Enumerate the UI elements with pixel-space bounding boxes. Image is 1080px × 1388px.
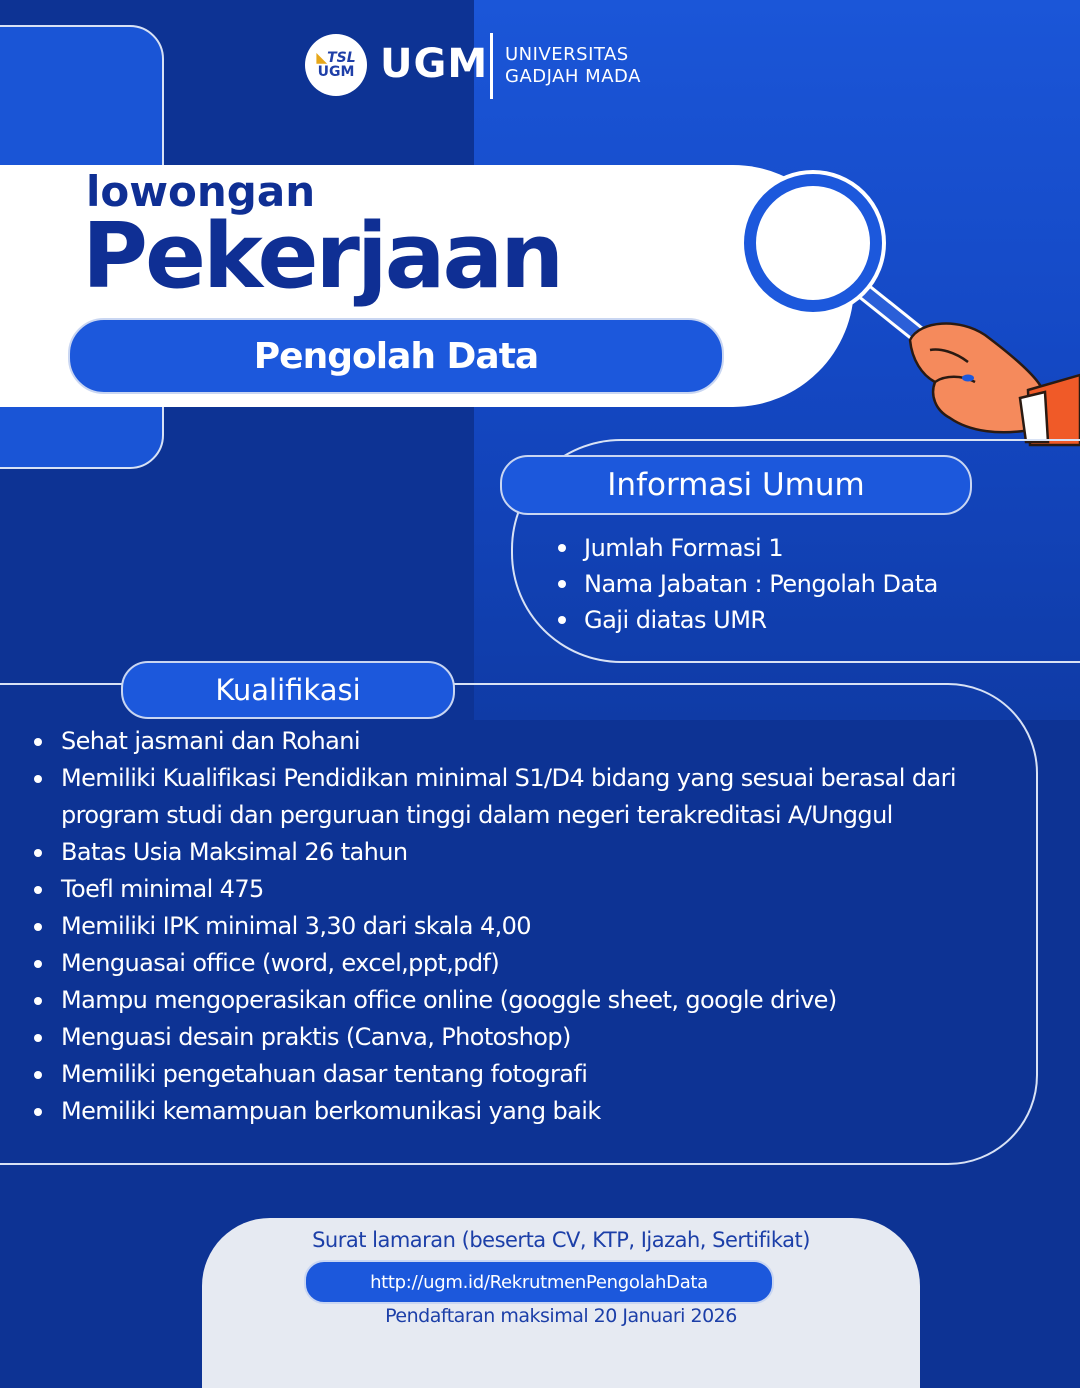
position-badge: Pengolah Data — [68, 318, 724, 394]
list-item: Mampu mengoperasikan office online (googgle sheet, google drive) — [34, 982, 1014, 1019]
list-item: Toefl minimal 475 — [34, 871, 1014, 908]
tsl-ugm-logo: ◣TSL UGM — [305, 34, 367, 96]
title-small: lowongan — [86, 167, 316, 216]
list-item: Gaji diatas UMR — [558, 602, 938, 638]
registration-deadline: Pendaftaran maksimal 20 Januari 2026 — [385, 1305, 737, 1327]
university-line-2: GADJAH MADA — [505, 66, 641, 87]
list-item: Menguasai office (word, excel,ppt,pdf) — [34, 945, 1014, 982]
list-item: Jumlah Formasi 1 — [558, 530, 938, 566]
info-heading: Informasi Umum — [500, 455, 972, 515]
list-item: Sehat jasmani dan Rohani — [34, 723, 1014, 760]
list-item: Batas Usia Maksimal 26 tahun — [34, 834, 1014, 871]
application-documents: Surat lamaran (beserta CV, KTP, Ijazah, Sertifikat) — [312, 1228, 810, 1252]
list-item: Menguasi desain praktis (Canva, Photoshop) — [34, 1019, 1014, 1056]
qualifications-list — [34, 723, 1014, 1130]
list-item: Memiliki IPK minimal 3,30 dari skala 4,00 — [34, 908, 1014, 945]
info-list — [558, 530, 938, 638]
logo-text-ugm: UGM — [317, 64, 355, 80]
page-title: Pekerjaan — [82, 204, 562, 309]
header-divider — [490, 33, 493, 99]
list-item: Nama Jabatan : Pengolah Data — [558, 566, 938, 602]
list-item: Memiliki kemampuan berkomunikasi yang baik — [34, 1093, 1014, 1130]
magnifier-hand-icon — [730, 170, 1080, 460]
logo-text-tsl: TSL — [327, 50, 356, 66]
university-name — [505, 44, 641, 88]
university-line-1: UNIVERSITAS — [505, 44, 629, 65]
ugm-brand: UGM — [380, 41, 489, 87]
registration-link[interactable]: http://ugm.id/RekrutmenPengolahData — [304, 1260, 774, 1304]
qualifications-heading: Kualifikasi — [121, 661, 455, 719]
list-item: Memiliki pengetahuan dasar tentang fotografi — [34, 1056, 1014, 1093]
list-item: Memiliki Kualifikasi Pendidikan minimal S1/D4 bidang yang sesuai berasal dari program studi dan perguruan tinggi dalam negeri terakreditasi A/Unggul — [34, 760, 1014, 834]
